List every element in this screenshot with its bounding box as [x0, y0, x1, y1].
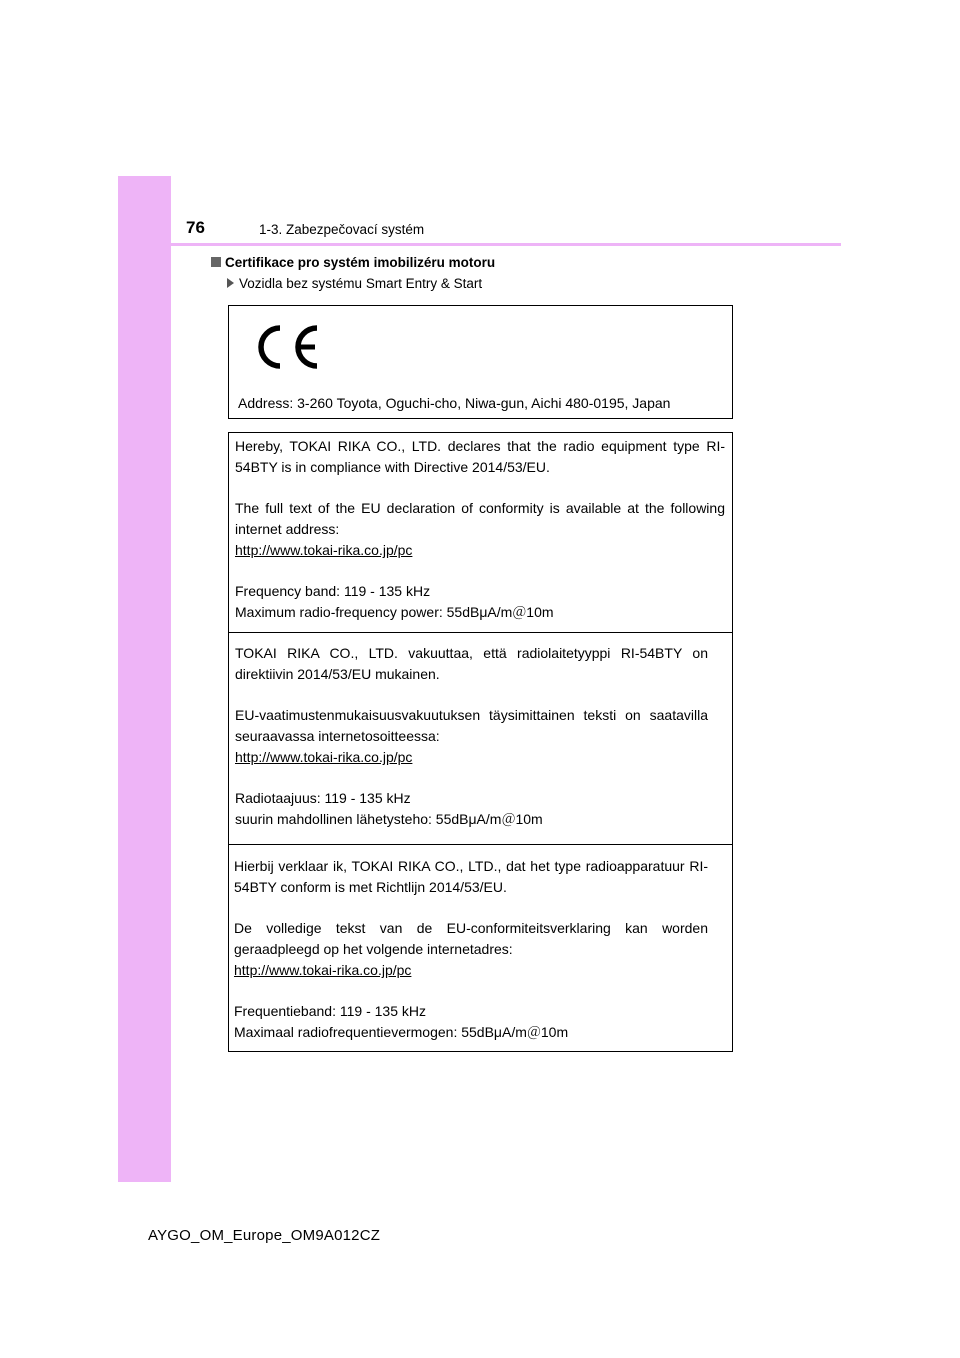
section-title: 1-3. Zabezpečovací systém [259, 222, 425, 237]
square-bullet-icon [211, 257, 221, 267]
declaration-english [229, 433, 732, 632]
header-divider [171, 243, 841, 246]
frequency-band: Frequentieband: 119 - 135 kHz [234, 1003, 426, 1019]
availability-text: EU-vaatimustenmukaisuusvakuutuksen täysimittainen teksti on saatavilla seuraavassa internetosoitteessa: [235, 707, 708, 744]
declaration-link[interactable]: http://www.tokai-rika.co.jp/pc [235, 749, 413, 765]
declaration-finnish [229, 632, 732, 844]
frequency-band: Frequency band: 119 - 135 kHz [235, 583, 431, 599]
subheading [227, 276, 482, 291]
availability-text: De volledige tekst van de EU-conformiteitsverklaring kan worden geraadpleegd op het volgende internetadres: [234, 920, 708, 957]
subheading-text: Vozidla bez systému Smart Entry & Start [239, 276, 483, 291]
max-power: Maximum radio-frequency power: 55dBμA/m＠10m [235, 604, 554, 620]
triangle-bullet-icon [227, 278, 234, 288]
declaration-text: Hierbij verklaar ik, TOKAI RIKA CO., LTD., dat het type radioapparatuur RI-54BTY conform is met Richtlijn 2014/53/EU. [234, 858, 708, 895]
section-tab-sidebar [118, 176, 171, 1182]
document-code-footer: AYGO_OM_Europe_OM9A012CZ [148, 1227, 381, 1244]
max-power: Maximaal radiofrequentievermogen: 55dBμA/m＠10m [234, 1024, 569, 1040]
declaration-link[interactable]: http://www.tokai-rika.co.jp/pc [234, 962, 412, 978]
declaration-dutch [229, 844, 732, 1050]
heading-text: Certifikace pro systém imobilizéru motoru [225, 255, 496, 270]
heading [211, 255, 495, 270]
declaration-text: TOKAI RIKA CO., LTD. vakuuttaa, että radiolaitetyyppi RI-54BTY on direktiivin 2014/53/EU mukainen. [235, 645, 708, 682]
frequency-band: Radiotaajuus: 119 - 135 kHz [235, 790, 411, 806]
manufacturer-address: Address: 3-260 Toyota, Oguchi-cho, Niwa-gun, Aichi 480-0195, Japan [238, 395, 671, 411]
ce-mark-icon [247, 322, 325, 372]
availability-text: The full text of the EU declaration of conformity is available at the following internet address: [235, 500, 725, 537]
declaration-text: Hereby, TOKAI RIKA CO., LTD. declares that the radio equipment type RI-54BTY is in compliance with Directive 2014/53/EU. [235, 438, 725, 475]
declaration-box [228, 432, 733, 1052]
ce-label-box [228, 305, 733, 419]
page-number: 76 [186, 218, 205, 237]
declaration-link[interactable]: http://www.tokai-rika.co.jp/pc [235, 542, 413, 558]
max-power: suurin mahdollinen lähetysteho: 55dBμA/m＠10m [235, 811, 543, 827]
